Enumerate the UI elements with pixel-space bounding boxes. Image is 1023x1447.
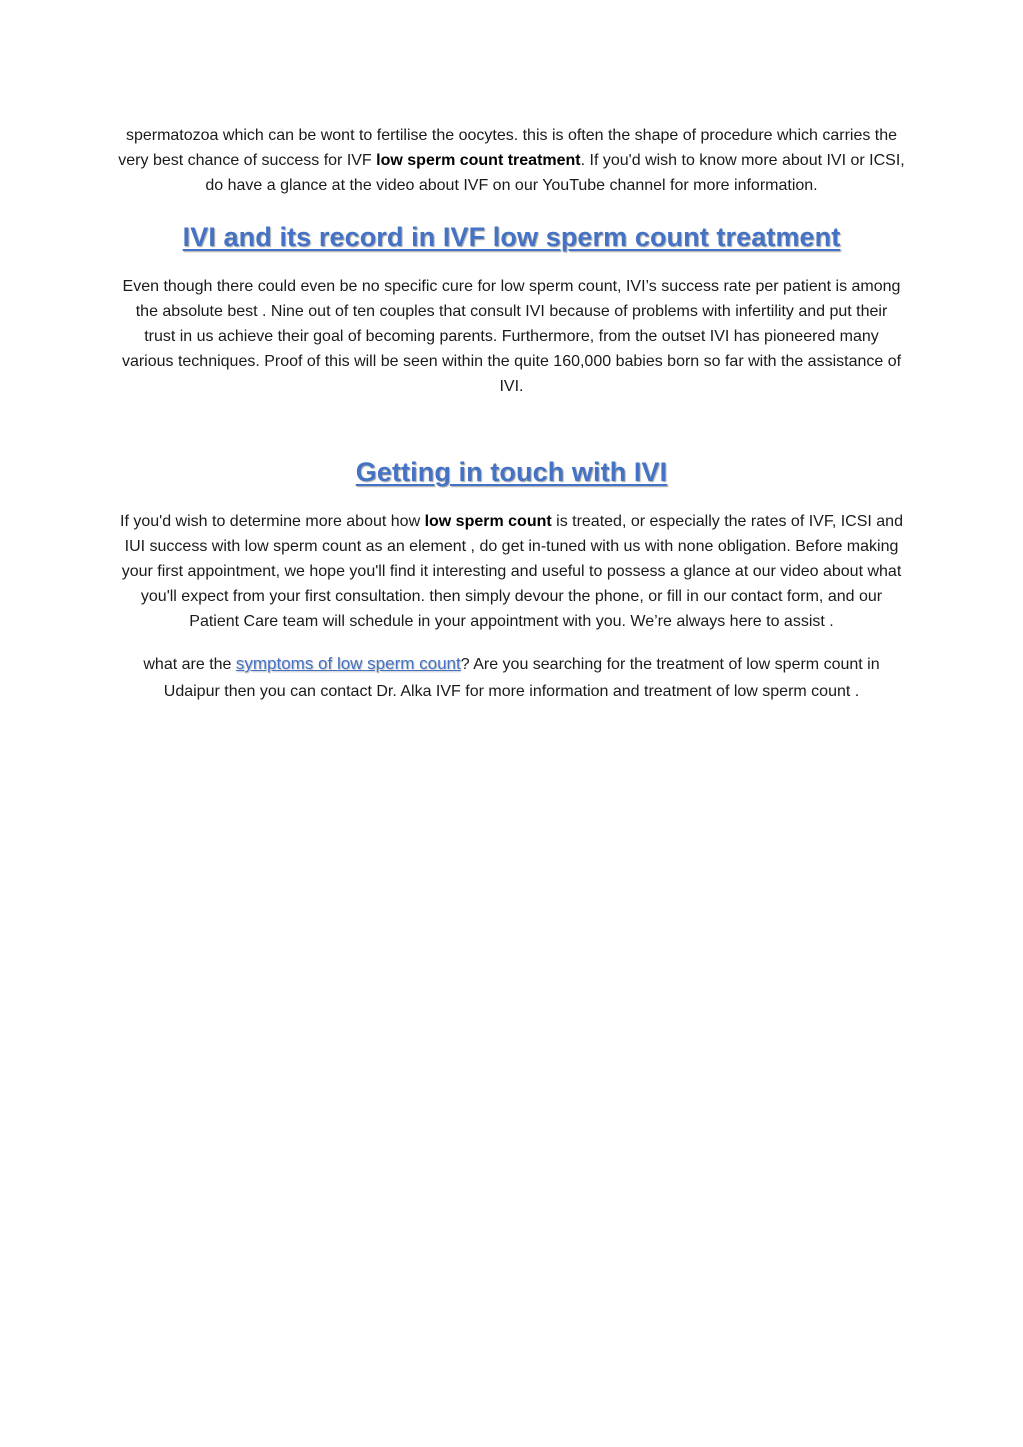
intro-text-b: . If you'd wish to know more about IVI or ICSI, do have a glance at the video about IVF on our YouTube channel for more information. (205, 152, 905, 194)
intro-text-a: spermatozoa which can be wont to fertilise the oocytes. this is often the shape of procedure which carries the very best chance of success for IVF (118, 127, 898, 169)
touch-paragraph (118, 509, 905, 634)
touch-text-b: is treated, or especially the rates of IVF, ICSI and IUI success with low sperm count as an element , do get in-tuned with us with none obligation. Before making your first appointment, we hope you'll find it interesting and useful to possess a glance at our video about what you'll expect from your first consultation. then simply devour the phone, or fill in our contact form, and our Patient Care team will schedule in your appointment with you. We’re always here to assist . (121, 513, 903, 630)
intro-bold-term: low sperm count treatment (376, 152, 581, 169)
intro-paragraph (118, 123, 905, 198)
closing-text-a: what are the (143, 656, 236, 673)
closing-text-b: ? Are you searching for the treatment of low sperm count in Udaipur then you can contact Dr. Alka IVF for more information and treatment of low sperm count . (163, 656, 880, 700)
document-content (118, 123, 905, 705)
heading-record: IVI and its record in IVF low sperm count treatment (182, 222, 841, 252)
record-paragraph: Even though there could even be no specific cure for low sperm count, IVI’s success rate per patient is among the absolute best . Nine out of ten couples that consult IVI because of problems with infertility and put their trust in us achieve their goal of becoming parents. Furthermore, from the outset IVI has pioneered many various techniques. Proof of this will be seen within the quite 160,000 babies born so far with the assistance of IVI. (121, 278, 902, 395)
touch-text-a: If you'd wish to determine more about how (120, 513, 425, 530)
heading-getting-in-touch: Getting in touch with IVI (355, 457, 668, 487)
touch-bold-term: low sperm count (424, 513, 552, 530)
symptoms-link[interactable]: symptoms of low sperm count (235, 654, 461, 673)
closing-paragraph (118, 650, 905, 705)
